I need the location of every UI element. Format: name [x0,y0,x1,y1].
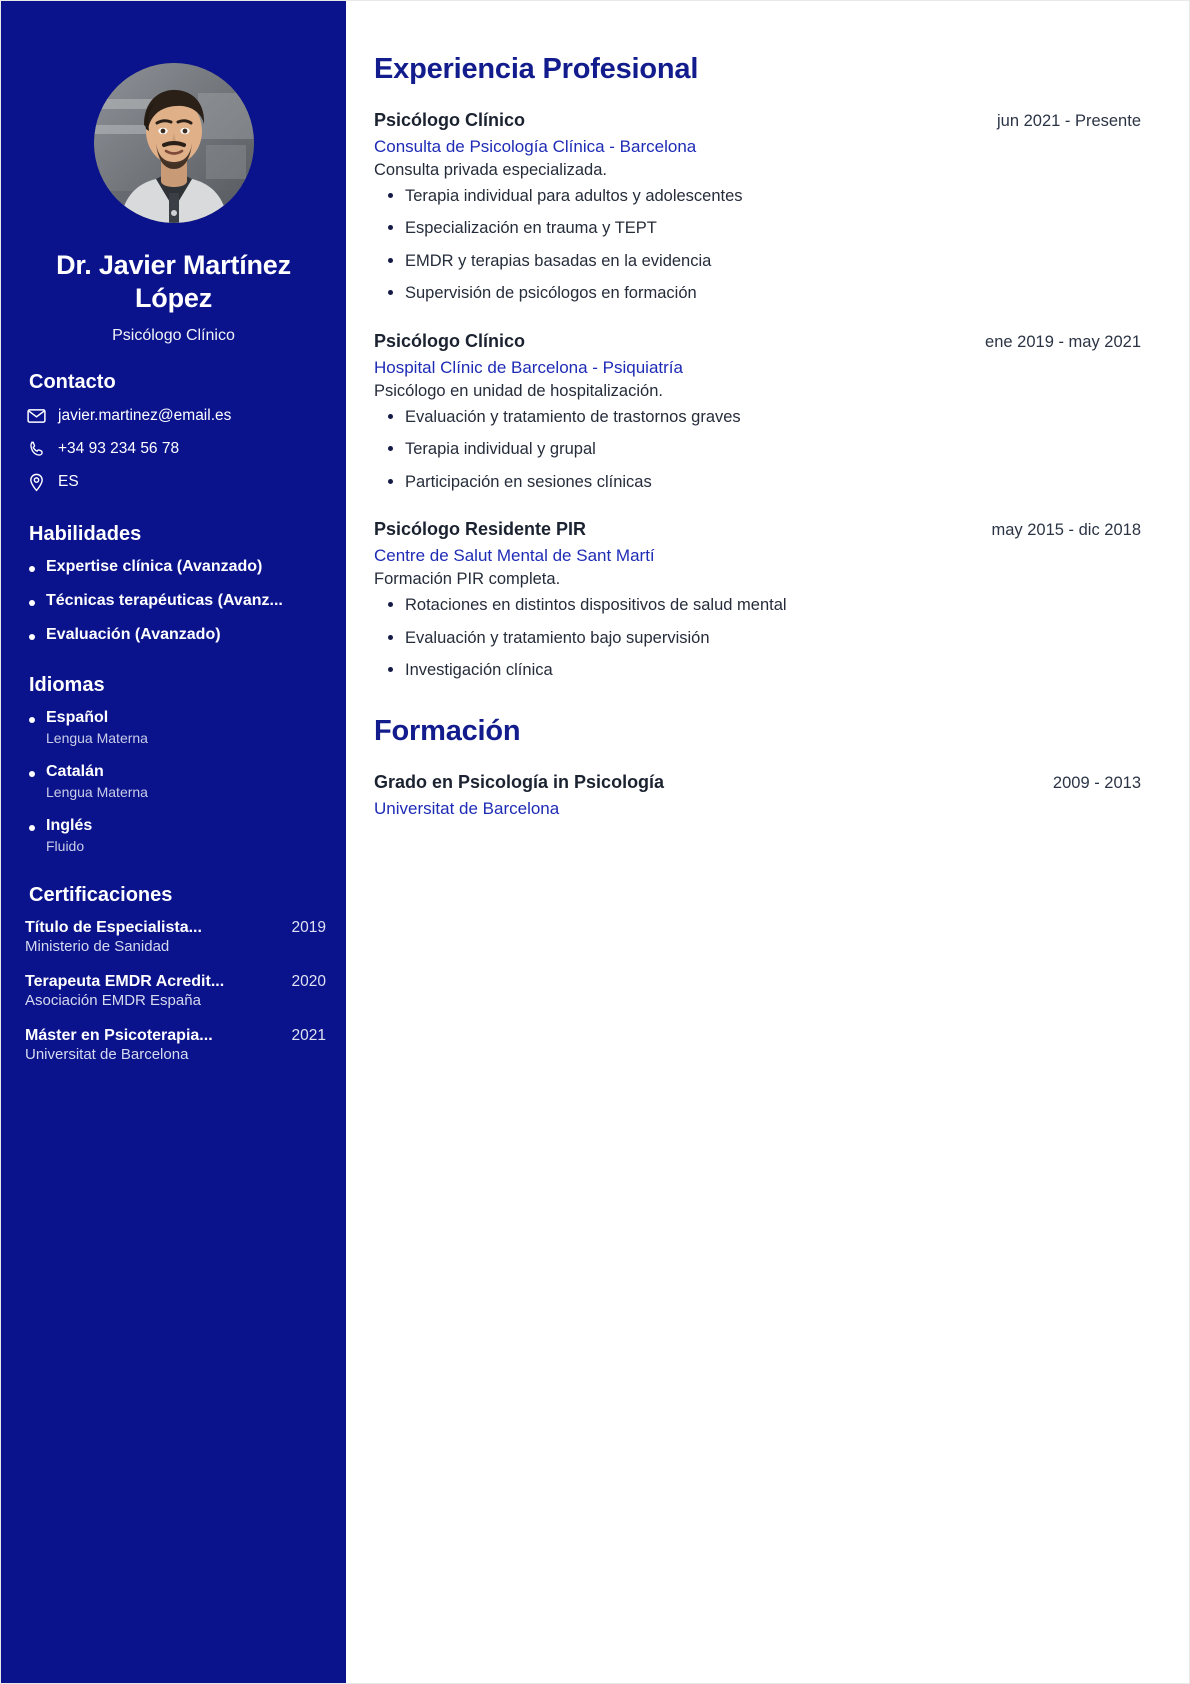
experience-bullet: Evaluación y tratamiento de trastornos graves [374,407,1141,428]
skill-item [21,592,326,610]
experience-role: Psicólogo Clínico [374,110,526,130]
experience-entry [374,110,1141,305]
certification-header [25,973,326,991]
education-entry [374,772,1141,819]
main-content [346,1,1189,1683]
bullet-dot-icon [29,825,35,831]
candidate-name: Dr. Javier Martínez López [56,250,291,313]
phone-icon [27,440,46,458]
sidebar [1,1,346,1683]
language-name: Español [46,708,109,726]
skill-item [21,626,326,644]
experience-bullets [374,186,1141,305]
experience-bullet: Terapia individual y grupal [374,439,1141,460]
experience-bullet: Rotaciones en distintos dispositivos de salud mental [374,595,1141,616]
certification-name: Máster en Psicoterapia... [25,1026,213,1044]
avatar-container [21,1,326,223]
certifications-heading: Certificaciones [29,883,173,906]
language-item [21,817,326,854]
experience-role: Psicólogo Clínico [374,330,526,351]
education-section-title: Formación [374,715,521,748]
skills-list [21,558,326,644]
experience-bullet: Especialización en trauma y TEPT [374,218,1141,239]
skill-label: Técnicas terapéuticas (Avanz... [46,591,283,609]
certification-header [25,1027,326,1045]
language-name-row [29,763,326,781]
certification-year: 2019 [291,918,326,936]
bullet-dot-icon [29,634,35,640]
profile-photo-illustration [94,63,254,223]
profile-photo [94,63,254,223]
bullet-dot-icon [29,771,35,777]
experience-bullets [374,595,1141,681]
experience-bullet: Supervisión de psicólogos en formación [374,283,1141,304]
skills-heading: Habilidades [29,522,142,545]
certification-item [21,1027,326,1063]
experience-description: Psicólogo en unidad de hospitalización. [374,381,663,400]
languages-list [21,709,326,854]
education-dates: 2009 - 2013 [1052,774,1141,793]
location-pin-icon [27,473,46,492]
language-level: Lengua Materna [46,729,148,746]
experience-bullet: Terapia individual para adultos y adolescentes [374,186,1141,207]
experience-section-title: Experiencia Profesional [374,53,699,85]
language-item [21,763,326,800]
experience-organization: Centre de Salut Mental de Sant Martí [374,546,655,566]
education-entry-header [374,772,1141,793]
language-name: Inglés [46,816,93,834]
skill-label: Evaluación (Avanzado) [46,625,221,643]
experience-dates: may 2015 - dic 2018 [991,521,1141,540]
experience-entry-header [374,331,1141,352]
candidate-job-title: Psicólogo Clínico [112,326,235,344]
education-institution: Universitat de Barcelona [374,799,560,819]
bullet-dot-icon [29,717,35,723]
experience-role: Psicólogo Residente PIR [374,519,587,540]
bullet-dot-icon [29,566,35,572]
contact-location-value: ES [58,472,79,490]
experience-description: Consulta privada especializada. [374,161,607,179]
skill-item [21,558,326,576]
language-level: Lengua Materna [46,783,148,800]
languages-heading: Idiomas [29,673,105,696]
experience-entry [374,519,1141,681]
experience-description: Formación PIR completa. [374,570,561,589]
language-name: Catalán [46,762,104,780]
envelope-icon [27,409,46,423]
contact-list [21,406,326,493]
experience-bullet: Evaluación y tratamiento bajo supervisión [374,628,1141,649]
certification-name: Terapeuta EMDR Acredit... [25,972,225,990]
certification-name: Título de Especialista... [25,918,202,936]
certification-year: 2021 [291,1026,326,1044]
experience-bullets [374,407,1141,493]
certifications-list [21,919,326,1063]
contact-phone-value: +34 93 234 56 78 [58,439,180,457]
certification-issuer: Universitat de Barcelona [25,1045,189,1063]
language-name-row [29,817,326,835]
contact-email[interactable] [27,406,326,427]
experience-entry-header [374,110,1141,131]
certification-year: 2020 [291,972,326,990]
contact-heading: Contacto [29,370,116,393]
experience-bullet: EMDR y terapias basadas en la evidencia [374,251,1141,272]
experience-organization: Hospital Clínic de Barcelona - Psiquiatría [374,357,683,377]
experience-bullet: Participación en sesiones clínicas [374,472,1141,493]
experience-dates: ene 2019 - may 2021 [985,332,1141,351]
education-degree: Grado en Psicología in Psicología [374,772,665,793]
certification-header [25,919,326,937]
experience-organization: Consulta de Psicología Clínica - Barcelona [374,137,697,156]
experience-entry-header [374,519,1141,540]
certification-issuer: Ministerio de Sanidad [25,937,170,955]
bullet-dot-icon [29,600,35,606]
language-item [21,709,326,746]
contact-location[interactable] [27,472,326,493]
experience-entry [374,331,1141,493]
language-level: Fluido [46,837,85,854]
contact-phone[interactable] [27,439,326,460]
certification-item [21,973,326,1009]
skill-label: Expertise clínica (Avanzado) [46,557,263,575]
certification-issuer: Asociación EMDR España [25,991,201,1009]
contact-email-value: javier.martinez@email.es [58,406,232,424]
language-name-row [29,709,326,727]
experience-bullet: Investigación clínica [374,660,1141,681]
certification-item [21,919,326,955]
experience-dates: jun 2021 - Presente [996,112,1141,130]
